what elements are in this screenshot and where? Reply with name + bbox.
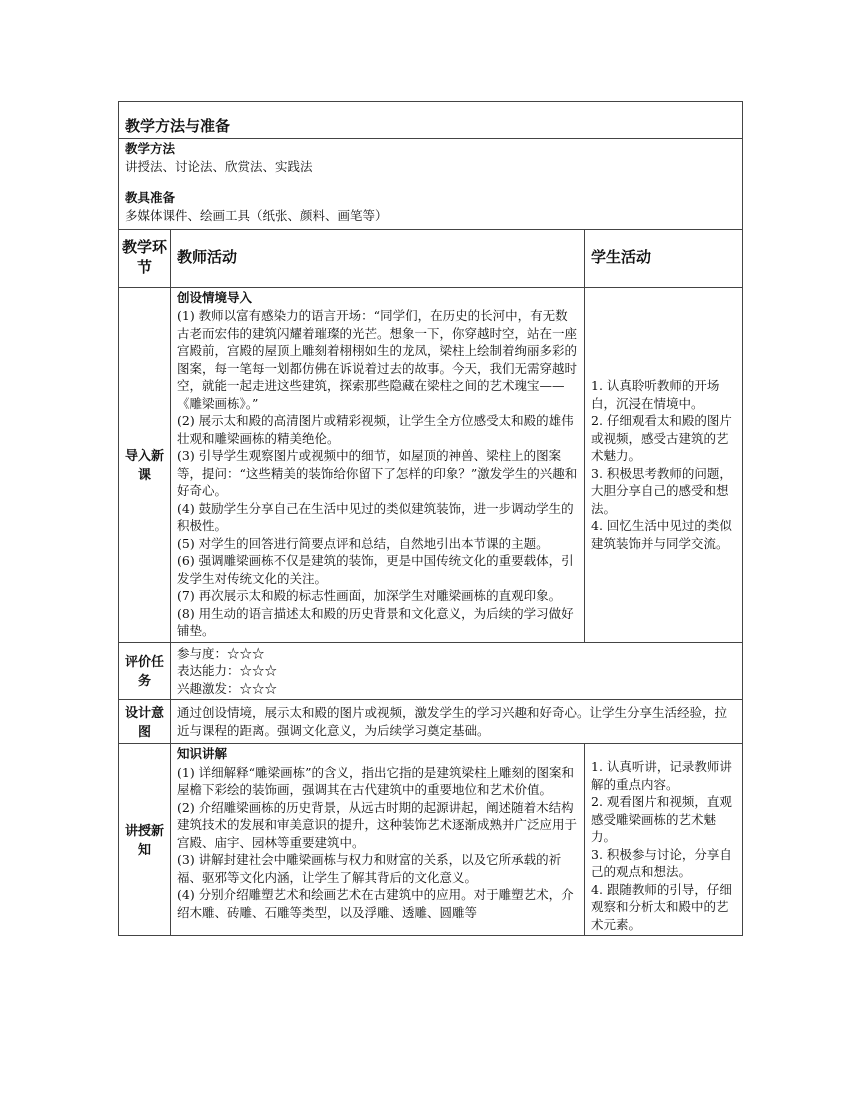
new-student-item: 1. 认真听讲，记录教师讲解的重点内容。 <box>591 759 732 792</box>
new-item: (4) 分别介绍雕塑艺术和绘画艺术在古建筑中的应用。对于雕塑艺术，介绍木雕、砖雕、石雕等类型，以及浮雕、透雕、圆雕等 <box>177 887 574 920</box>
intro-student-item: 2. 仔细观看太和殿的图片或视频，感受古建筑的艺术魅力。 <box>591 413 732 463</box>
new-stage <box>119 744 171 936</box>
eval-item: 兴趣激发：☆☆☆ <box>177 680 278 696</box>
intro-student-item: 3. 积极思考教师的问题，大胆分享自己的感受和想法。 <box>591 465 732 516</box>
header-teacher: 教师活动 <box>171 229 585 287</box>
intro-item: (6) 强调雕梁画栋不仅是建筑的装饰，更是中国传统文化的重要载体，引发学生对传统文化的关注。 <box>177 553 574 586</box>
intro-item: (7) 再次展示太和殿的标志性画面，加深学生对雕梁画栋的直观印象。 <box>177 588 562 603</box>
methods-heading: 教学方法 <box>125 141 176 156</box>
design-cell: 通过创设情境，展示太和殿的图片或视频，激发学生的学习兴趣和好奇心。让学生分享生活经验，拉近与课程的距离。强调文化意义，为后续学习奠定基础。 <box>171 700 743 744</box>
new-item: (3) 讲解封建社会中雕梁画栋与权力和财富的关系，以及它所承载的祈福、驱邪等文化内涵，让学生了解其背后的文化意义。 <box>177 852 562 885</box>
tools-text: 多媒体课件、绘画工具（纸张、颜料、画笔等） <box>125 208 388 223</box>
methods-text: 讲授法、讨论法、欣赏法、实践法 <box>125 159 313 174</box>
intro-student-item: 4. 回忆生活中见过的类似建筑装饰并与同学交流。 <box>591 518 732 551</box>
intro-student-item: 1. 认真聆听教师的开场白，沉浸在情境中。 <box>591 378 720 411</box>
header-stage-label: 教学环节 <box>122 239 168 276</box>
new-student-item: 3. 积极参与讨论，分享自己的观点和想法。 <box>591 846 732 879</box>
eval-cell <box>171 642 743 700</box>
new-row <box>119 744 743 936</box>
design-stage <box>119 700 171 744</box>
new-title: 知识讲解 <box>177 747 228 761</box>
new-stage-label: 讲授新知 <box>124 822 164 857</box>
intro-item: (3) 引导学生观察图片或视频中的细节，如屋顶的神兽、梁柱上的图案等，提问：“这些精美的装饰给你留下了怎样的印象？”激发学生的兴趣和好奇心。 <box>177 448 578 498</box>
lesson-plan-document <box>118 101 742 936</box>
new-student-cell <box>585 744 743 936</box>
intro-item: (4) 鼓励学生分享自己在生活中见过的类似建筑装饰，进一步调动学生的积极性。 <box>177 500 574 533</box>
eval-item: 表达能力：☆☆☆ <box>177 663 278 678</box>
new-item: (2) 介绍雕梁画栋的历史背景，从远古时期的起源讲起，阐述随着木结构建筑技术的发展和审美意识的提升，这种装饰艺术逐渐成熟并广泛应用于宫殿、庙宇、园林等重要建筑中。 <box>177 799 578 850</box>
intro-item: (8) 用生动的语言描述太和殿的历史背景和文化意义，为后续的学习做好铺垫。 <box>177 605 574 638</box>
section-title-row <box>119 102 743 139</box>
header-stage <box>119 229 171 287</box>
new-student-item: 4. 跟随教师的引导，仔细观察和分析太和殿中的艺术元素。 <box>591 881 732 932</box>
design-stage-label: 设计意图 <box>124 704 164 739</box>
column-header-row <box>119 229 743 287</box>
intro-teacher-cell <box>171 287 585 642</box>
intro-row <box>119 287 743 642</box>
methods-cell <box>119 138 743 229</box>
header-student: 学生活动 <box>585 229 743 287</box>
new-teacher-cell <box>171 744 585 936</box>
eval-stage <box>119 642 171 700</box>
methods-row <box>119 138 743 229</box>
intro-student-cell <box>585 287 743 642</box>
design-row <box>119 700 743 744</box>
eval-stage-label: 评价任务 <box>124 653 164 688</box>
eval-item: 参与度：☆☆☆ <box>177 645 265 661</box>
eval-row <box>119 642 743 700</box>
new-item: (1) 详细解释“雕梁画栋”的含义，指出它指的是建筑梁柱上雕刻的图案和屋檐下彩绘的装饰画，强调其在古代建筑中的重要地位和艺术价值。 <box>177 764 574 797</box>
intro-stage-label: 导入新课 <box>124 447 164 482</box>
new-student-item: 2. 观看图片和视频，直观感受雕梁画栋的艺术魅力。 <box>591 794 732 844</box>
section-title: 教学方法与准备 <box>119 102 743 139</box>
intro-item: (5) 对学生的回答进行简要点评和总结，自然地引出本节课的主题。 <box>177 535 549 551</box>
intro-item: (2) 展示太和殿的高清图片或精彩视频，让学生全方位感受太和殿的雄伟壮观和雕梁画栋的精美绝伦。 <box>177 413 574 446</box>
lesson-plan-table <box>118 101 743 936</box>
intro-title: 创设情境导入 <box>177 290 253 305</box>
intro-stage <box>119 287 171 642</box>
tools-heading: 教具准备 <box>125 190 176 205</box>
intro-item: (1) 教师以富有感染力的语言开场：“同学们，在历史的长河中，有无数古老而宏伟的建筑闪耀着璀璨的光芒。想象一下，你穿越时空，站在一座宫殿前，宫殿的屋顶上雕刻着栩栩如生的龙凤，梁柱上绘制着绚丽多彩的图案，每一笔每一划都仿佛在诉说着过去的故事。今天，我们无需穿越时空，就能一起走进这些建筑，探索那些隐藏在梁柱之间的艺术瑰宝——《雕梁画栋》。” <box>177 308 578 411</box>
